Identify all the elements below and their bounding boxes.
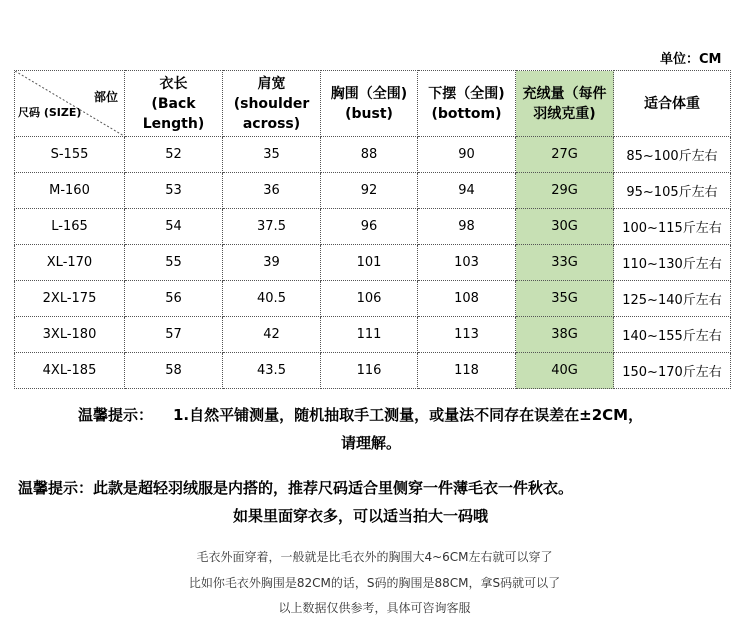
- size-cell: 3XL-180: [15, 317, 125, 353]
- size-cell: L-165: [15, 209, 125, 245]
- size-cell: M-160: [15, 173, 125, 209]
- length-cell: 52: [125, 137, 223, 173]
- length-cell: 53: [125, 173, 223, 209]
- shoulder-cell: 43.5: [223, 353, 321, 389]
- shoulder-cell: 40.5: [223, 281, 321, 317]
- bottom-cell: 90: [418, 137, 516, 173]
- size-cell: 2XL-175: [15, 281, 125, 317]
- down-fill-cell: 30G: [516, 209, 614, 245]
- header-weight: [614, 71, 731, 137]
- header-back-length: [125, 71, 223, 137]
- table-header-row: [15, 71, 731, 137]
- bottom-cell: 108: [418, 281, 516, 317]
- footer-line: 比如你毛衣外胸围是82CM的话，S码的胸围是88CM，拿S码就可以了: [188, 576, 561, 590]
- down-fill-cell: 35G: [516, 281, 614, 317]
- unit-label: 单位：CM: [660, 52, 722, 67]
- down-fill-cell: 40G: [516, 353, 614, 389]
- fit-note: [18, 474, 738, 525]
- header-line: 胸围（全围): [330, 85, 408, 102]
- bust-cell: 88: [321, 137, 418, 173]
- length-cell: 55: [125, 245, 223, 281]
- table-row: [15, 209, 731, 245]
- weight-cell: 150~170斤左右: [614, 353, 731, 389]
- header-line: 适合体重: [644, 95, 700, 112]
- footer-line: 毛衣外面穿着，一般就是比毛衣外的胸围大4~6CM左右就可以穿了: [196, 550, 553, 564]
- note-label: 温馨提示：: [78, 406, 154, 424]
- weight-cell: 140~155斤左右: [614, 317, 731, 353]
- header-shoulder: [223, 71, 321, 137]
- size-cell: XL-170: [15, 245, 125, 281]
- table-row: [15, 281, 731, 317]
- bottom-cell: 94: [418, 173, 516, 209]
- header-line: across): [242, 115, 301, 132]
- corner-label-size: 尺码 (SIZE): [18, 106, 82, 119]
- weight-cell: 85~100斤左右: [614, 137, 731, 173]
- down-fill-cell: 29G: [516, 173, 614, 209]
- bust-cell: 116: [321, 353, 418, 389]
- shoulder-cell: 42: [223, 317, 321, 353]
- header-bust: [321, 71, 418, 137]
- footer-line: 以上数据仅供参考，具体可咨询客服: [278, 601, 471, 615]
- length-cell: 58: [125, 353, 223, 389]
- shoulder-cell: 36: [223, 173, 321, 209]
- header-line: (bust): [345, 105, 393, 122]
- weight-cell: 125~140斤左右: [614, 281, 731, 317]
- bottom-cell: 113: [418, 317, 516, 353]
- weight-cell: 95~105斤左右: [614, 173, 731, 209]
- table-row: [15, 245, 731, 281]
- bust-cell: 111: [321, 317, 418, 353]
- header-line: Length): [142, 115, 205, 132]
- weight-cell: 100~115斤左右: [614, 209, 731, 245]
- header-line: 羽绒克重): [533, 105, 596, 122]
- bust-cell: 106: [321, 281, 418, 317]
- bust-cell: 96: [321, 209, 418, 245]
- table-row: [15, 317, 731, 353]
- header-line: 肩宽: [257, 75, 286, 92]
- bust-cell: 101: [321, 245, 418, 281]
- table-row: [15, 353, 731, 389]
- length-cell: 57: [125, 317, 223, 353]
- bust-cell: 92: [321, 173, 418, 209]
- down-fill-cell: 38G: [516, 317, 614, 353]
- size-cell: S-155: [15, 137, 125, 173]
- corner-label-part: 部位: [93, 90, 118, 104]
- note-line: 请理解。: [341, 434, 402, 452]
- weight-cell: 110~130斤左右: [614, 245, 731, 281]
- down-fill-cell: 27G: [516, 137, 614, 173]
- header-line: 下摆（全围): [428, 85, 505, 102]
- note-line: 温馨提示：此款是超轻羽绒服是内搭的，推荐尺码适合里侧穿一件薄毛衣一件秋衣。: [18, 479, 574, 497]
- header-line: 衣长: [159, 75, 188, 92]
- down-fill-cell: 33G: [516, 245, 614, 281]
- header-line: (bottom): [431, 105, 502, 122]
- header-line: (shoulder: [233, 95, 310, 112]
- header-line: 充绒量（每件: [522, 85, 607, 102]
- size-chart-table: [14, 70, 731, 389]
- bottom-cell: 98: [418, 209, 516, 245]
- note-line: 1.自然平铺测量，随机抽取手工测量，或量法不同存在误差在±2CM，: [173, 406, 644, 424]
- header-bottom: [418, 71, 516, 137]
- table-row: [15, 137, 731, 173]
- size-cell: 4XL-185: [15, 353, 125, 389]
- length-cell: 54: [125, 209, 223, 245]
- shoulder-cell: 37.5: [223, 209, 321, 245]
- bottom-cell: 103: [418, 245, 516, 281]
- corner-header-cell: [15, 71, 125, 137]
- shoulder-cell: 39: [223, 245, 321, 281]
- shoulder-cell: 35: [223, 137, 321, 173]
- header-down-fill: [516, 71, 614, 137]
- table-row: [15, 173, 731, 209]
- note-line: 如果里面穿衣多，可以适当拍大一码哦: [233, 507, 489, 525]
- length-cell: 56: [125, 281, 223, 317]
- bottom-cell: 118: [418, 353, 516, 389]
- header-line: (Back: [151, 95, 196, 112]
